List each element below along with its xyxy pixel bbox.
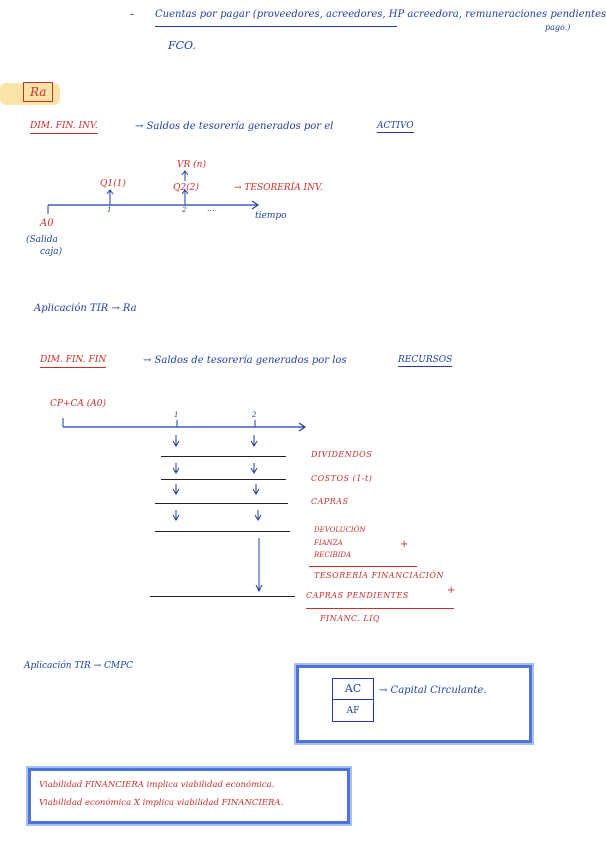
dividendos-line (161, 456, 286, 457)
viabilidad-line-2: Viabilidad económica X implica viabilidad FINANCIERA. (39, 798, 284, 808)
tesoreria-financiacion-label: TESORERÍA FINANCIACIÓN (314, 571, 444, 580)
capital-circulante-label: → Capital Circulante. (379, 685, 487, 696)
capital-circulante-box (296, 665, 532, 743)
rp-tick-2: 2 (252, 411, 257, 419)
capras-line (155, 503, 288, 504)
salida-label: (Salida (26, 235, 58, 245)
vr-label: VR (n) (177, 160, 206, 170)
financ-liq-label: FINANC. LIQ (320, 614, 380, 623)
cuentas-line-continuation: pago.) (545, 23, 571, 32)
q2-label: Q2(2) (173, 183, 199, 193)
ra-dots: ... (207, 204, 215, 213)
capras-pendientes-label: CAPRAS PENDIENTES (306, 591, 409, 600)
ra-tick-1: 1 (107, 206, 112, 214)
dim-fin-inv-desc: → Saldos de tesorería generados por el (135, 121, 334, 132)
ac-af-table (332, 678, 374, 722)
aplicacion-tir-ra: Aplicación TIR → Ra (34, 303, 137, 314)
dividendos-label: DIVIDENDOS (311, 450, 373, 459)
plus-sign-1: + (400, 539, 409, 550)
activo-keyword: ACTIVO (377, 121, 414, 131)
caja-label: caja) (40, 247, 63, 257)
capras-pendientes-line (150, 596, 295, 597)
fianza-label: FIANZA (314, 539, 343, 547)
ac-cell: AC (333, 679, 373, 700)
viabilidad-box (28, 768, 350, 824)
costos-label: COSTOS (1-t) (311, 474, 373, 483)
recibida-underline (309, 566, 417, 567)
capras-pendientes-underline (306, 608, 454, 609)
viabilidad-line-1: Viabilidad FINANCIERA implica viabilidad económica. (39, 780, 275, 790)
cp-ca-label: CP+CA (A0) (50, 399, 106, 409)
ra-tick-2: 2 (182, 206, 187, 214)
cuentas-por-pagar-line: Cuentas por pagar (proveedores, acreedores, HP acreedora, remuneraciones pendientes (155, 10, 397, 27)
dash-marker: - (130, 7, 135, 21)
q1-label: Q1(1) (100, 179, 126, 189)
dim-fin-fin-title: DIM. FIN. FIN (40, 356, 106, 368)
tiempo-label: tiempo (255, 211, 287, 221)
recibida-label: RECIBIDA (314, 551, 352, 559)
ra-label: Ra (23, 82, 53, 102)
fco-label: FCO. (168, 39, 196, 52)
aplicacion-tir-cmpc: Aplicación TIR → CMPC (24, 661, 134, 671)
dim-fin-fin-desc: → Saldos de tesorería generados por los (143, 355, 347, 366)
af-cell: AF (346, 706, 360, 716)
tesoreria-inv-label: → TESORERÍA INV. (234, 183, 323, 193)
recursos-keyword: RECURSOS (398, 355, 453, 365)
rp-tick-1: 1 (174, 411, 179, 419)
dim-fin-inv-title: DIM. FIN. INV. (30, 122, 98, 134)
a0-label: A0 (40, 218, 54, 229)
capras-label: CAPRAS (311, 497, 349, 506)
devolucion-label: DEVOLUCIÓN (314, 526, 366, 534)
plus-sign-2: + (447, 585, 456, 596)
costos-line (161, 479, 286, 480)
devolucion-line (155, 531, 290, 532)
